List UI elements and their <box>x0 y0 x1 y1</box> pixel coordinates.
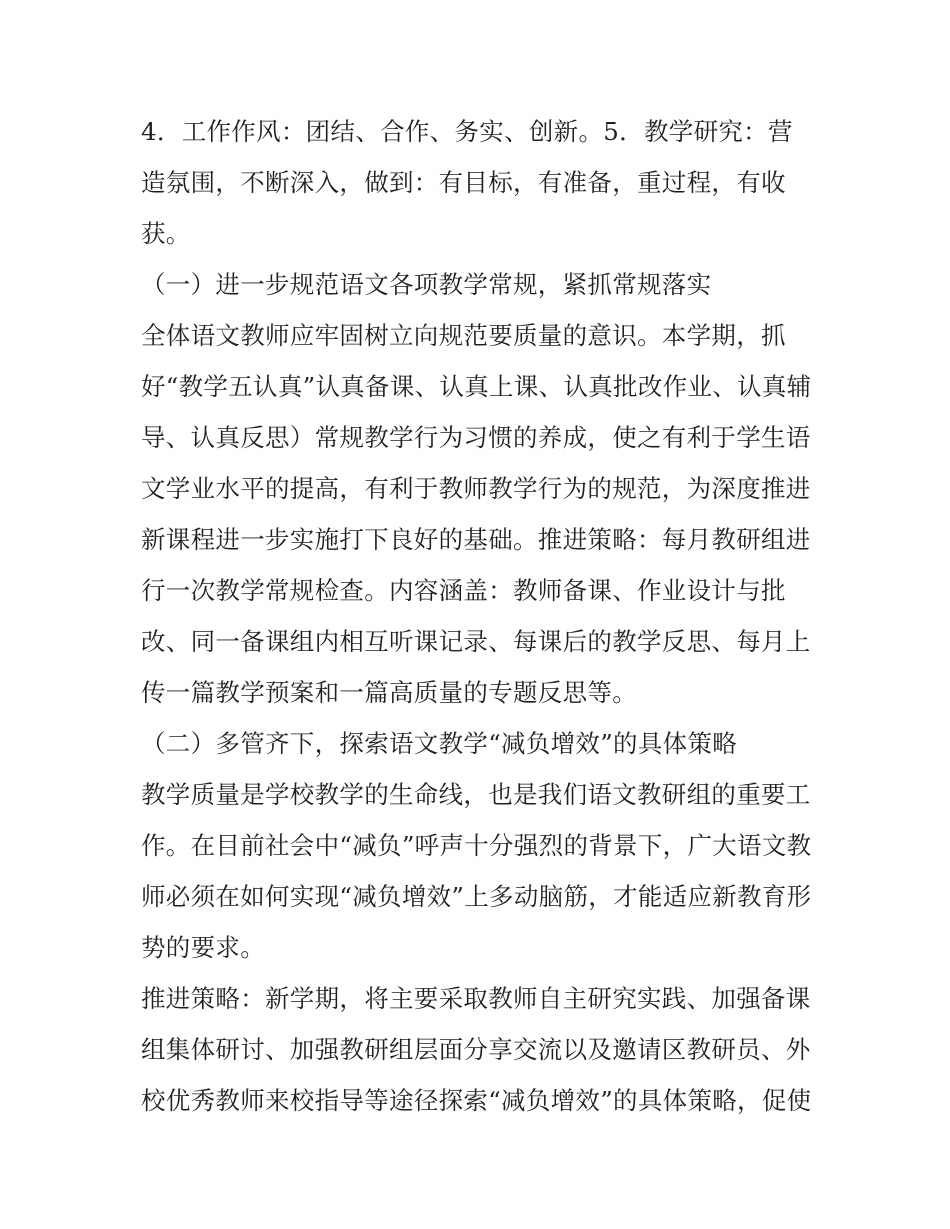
text-line-18: 推进策略：新学期，将主要采取教师自主研究实践、加强备课 <box>141 984 811 1013</box>
text-line-11: 改、同一备课组内相互听课记录、每课后的教学反思、每月上 <box>141 627 811 656</box>
text-line-6: 好“教学五认真”认真备课、认真上课、认真批改作业、认真辅 <box>141 372 812 401</box>
text-line-16: 师必须在如何实现“减负增效”上多动脑筋，才能适应新教育形 <box>141 882 812 911</box>
section-heading-2: （二）多管齐下，探索语文教学“减负增效”的具体策略 <box>141 729 738 758</box>
text-line-5: 全体语文教师应牢固树立向规范要质量的意识。本学期，抓 <box>141 321 786 350</box>
text-line-1: 4．工作作风：团结、合作、务实、创新。5．教学研究：营 <box>141 117 793 146</box>
text-line-17: 势的要求。 <box>141 933 265 962</box>
text-line-19: 组集体研讨、加强教研组层面分享交流以及邀请区教研员、外 <box>141 1035 811 1064</box>
text-line-3: 获。 <box>141 219 191 248</box>
text-line-15: 作。在目前社会中“减负”呼声十分强烈的背景下，广大语文教 <box>141 831 812 860</box>
text-line-8: 文学业水平的提高，有利于教师教学行为的规范，为深度推进 <box>141 474 811 503</box>
text-line-10: 行一次教学常规检查。内容涵盖：教师备课、作业设计与批 <box>141 576 786 605</box>
section-heading-1: （一）进一步规范语文各项教学常规，紧抓常规落实 <box>141 270 712 299</box>
text-line-2: 造氛围，不断深入，做到：有目标，有准备，重过程，有收 <box>141 168 786 197</box>
text-line-9: 新课程进一步实施打下良好的基础。推进策略：每月教研组进 <box>141 525 811 554</box>
document-body <box>141 106 821 1126</box>
text-line-20: 校优秀教师来校指导等途径探索“减负增效”的具体策略，促使 <box>141 1086 812 1115</box>
text-line-14: 教学质量是学校教学的生命线，也是我们语文教研组的重要工 <box>141 780 811 809</box>
text-line-12: 传一篇教学预案和一篇高质量的专题反思等。 <box>141 678 637 707</box>
text-line-7: 导、认真反思）常规教学行为习惯的养成，使之有利于学生语 <box>141 423 811 452</box>
